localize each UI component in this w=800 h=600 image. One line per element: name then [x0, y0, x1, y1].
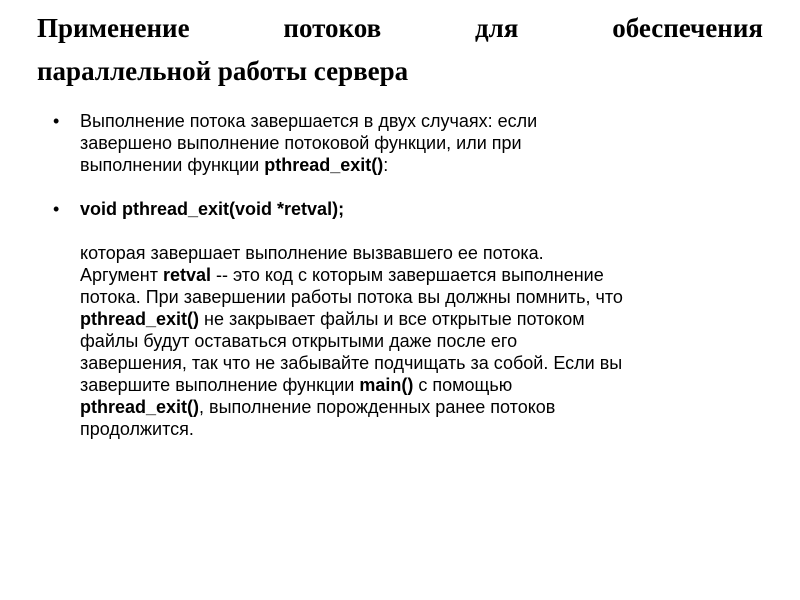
text-segment: завершите выполнение функции	[80, 375, 360, 395]
description-paragraph	[53, 242, 753, 440]
bullet-icon: •	[53, 199, 60, 219]
function-signature: void pthread_exit(void *retval);	[80, 199, 345, 219]
slide-title	[37, 7, 763, 93]
text-segment: с помощью	[413, 375, 513, 395]
bullet-item-exit-conditions	[53, 110, 753, 176]
text-segment: , выполнение порожденных ранее потоков	[199, 397, 556, 417]
code-pthread-exit: pthread_exit()	[80, 309, 200, 329]
text-segment: выполнении функции	[80, 155, 265, 175]
code-retval: retval	[162, 265, 211, 285]
text-line	[80, 396, 753, 418]
text-segment: -- это код с которым завершается выполнение	[211, 265, 604, 285]
spacer	[53, 220, 753, 242]
text-line: завершения, так что не забывайте подчищать за собой. Если вы	[80, 353, 623, 373]
text-segment: Аргумент	[80, 265, 163, 285]
text-line	[80, 264, 753, 286]
text-segment: :	[383, 155, 389, 175]
code-pthread-exit: pthread_exit()	[80, 397, 200, 417]
spacer	[53, 176, 753, 198]
text-line	[80, 374, 753, 396]
text-line: Выполнение потока завершается в двух случаях: если	[80, 111, 538, 131]
text-line: потока. При завершении работы потока вы должны помнить, что	[80, 287, 623, 307]
text-segment: не закрывает файлы и все открытые потоком	[199, 309, 585, 329]
code-main: main()	[359, 375, 414, 395]
text-line: завершено выполнение потоковой функции, или при	[80, 133, 522, 153]
title-line-1: Применение потоков для обеспечения	[37, 13, 763, 43]
bullet-item-signature	[53, 198, 753, 220]
text-line: файлы будут оставаться открытыми даже после его	[80, 331, 518, 351]
text-line	[80, 308, 753, 330]
title-line-2: параллельной работы сервера	[37, 56, 409, 86]
text-line	[80, 154, 753, 176]
text-line: которая завершает выполнение вызвавшего ее потока.	[80, 243, 544, 263]
slide-body	[53, 110, 753, 440]
bullet-icon: •	[53, 111, 60, 131]
code-pthread-exit: pthread_exit()	[264, 155, 384, 175]
text-line: продолжится.	[80, 419, 194, 439]
